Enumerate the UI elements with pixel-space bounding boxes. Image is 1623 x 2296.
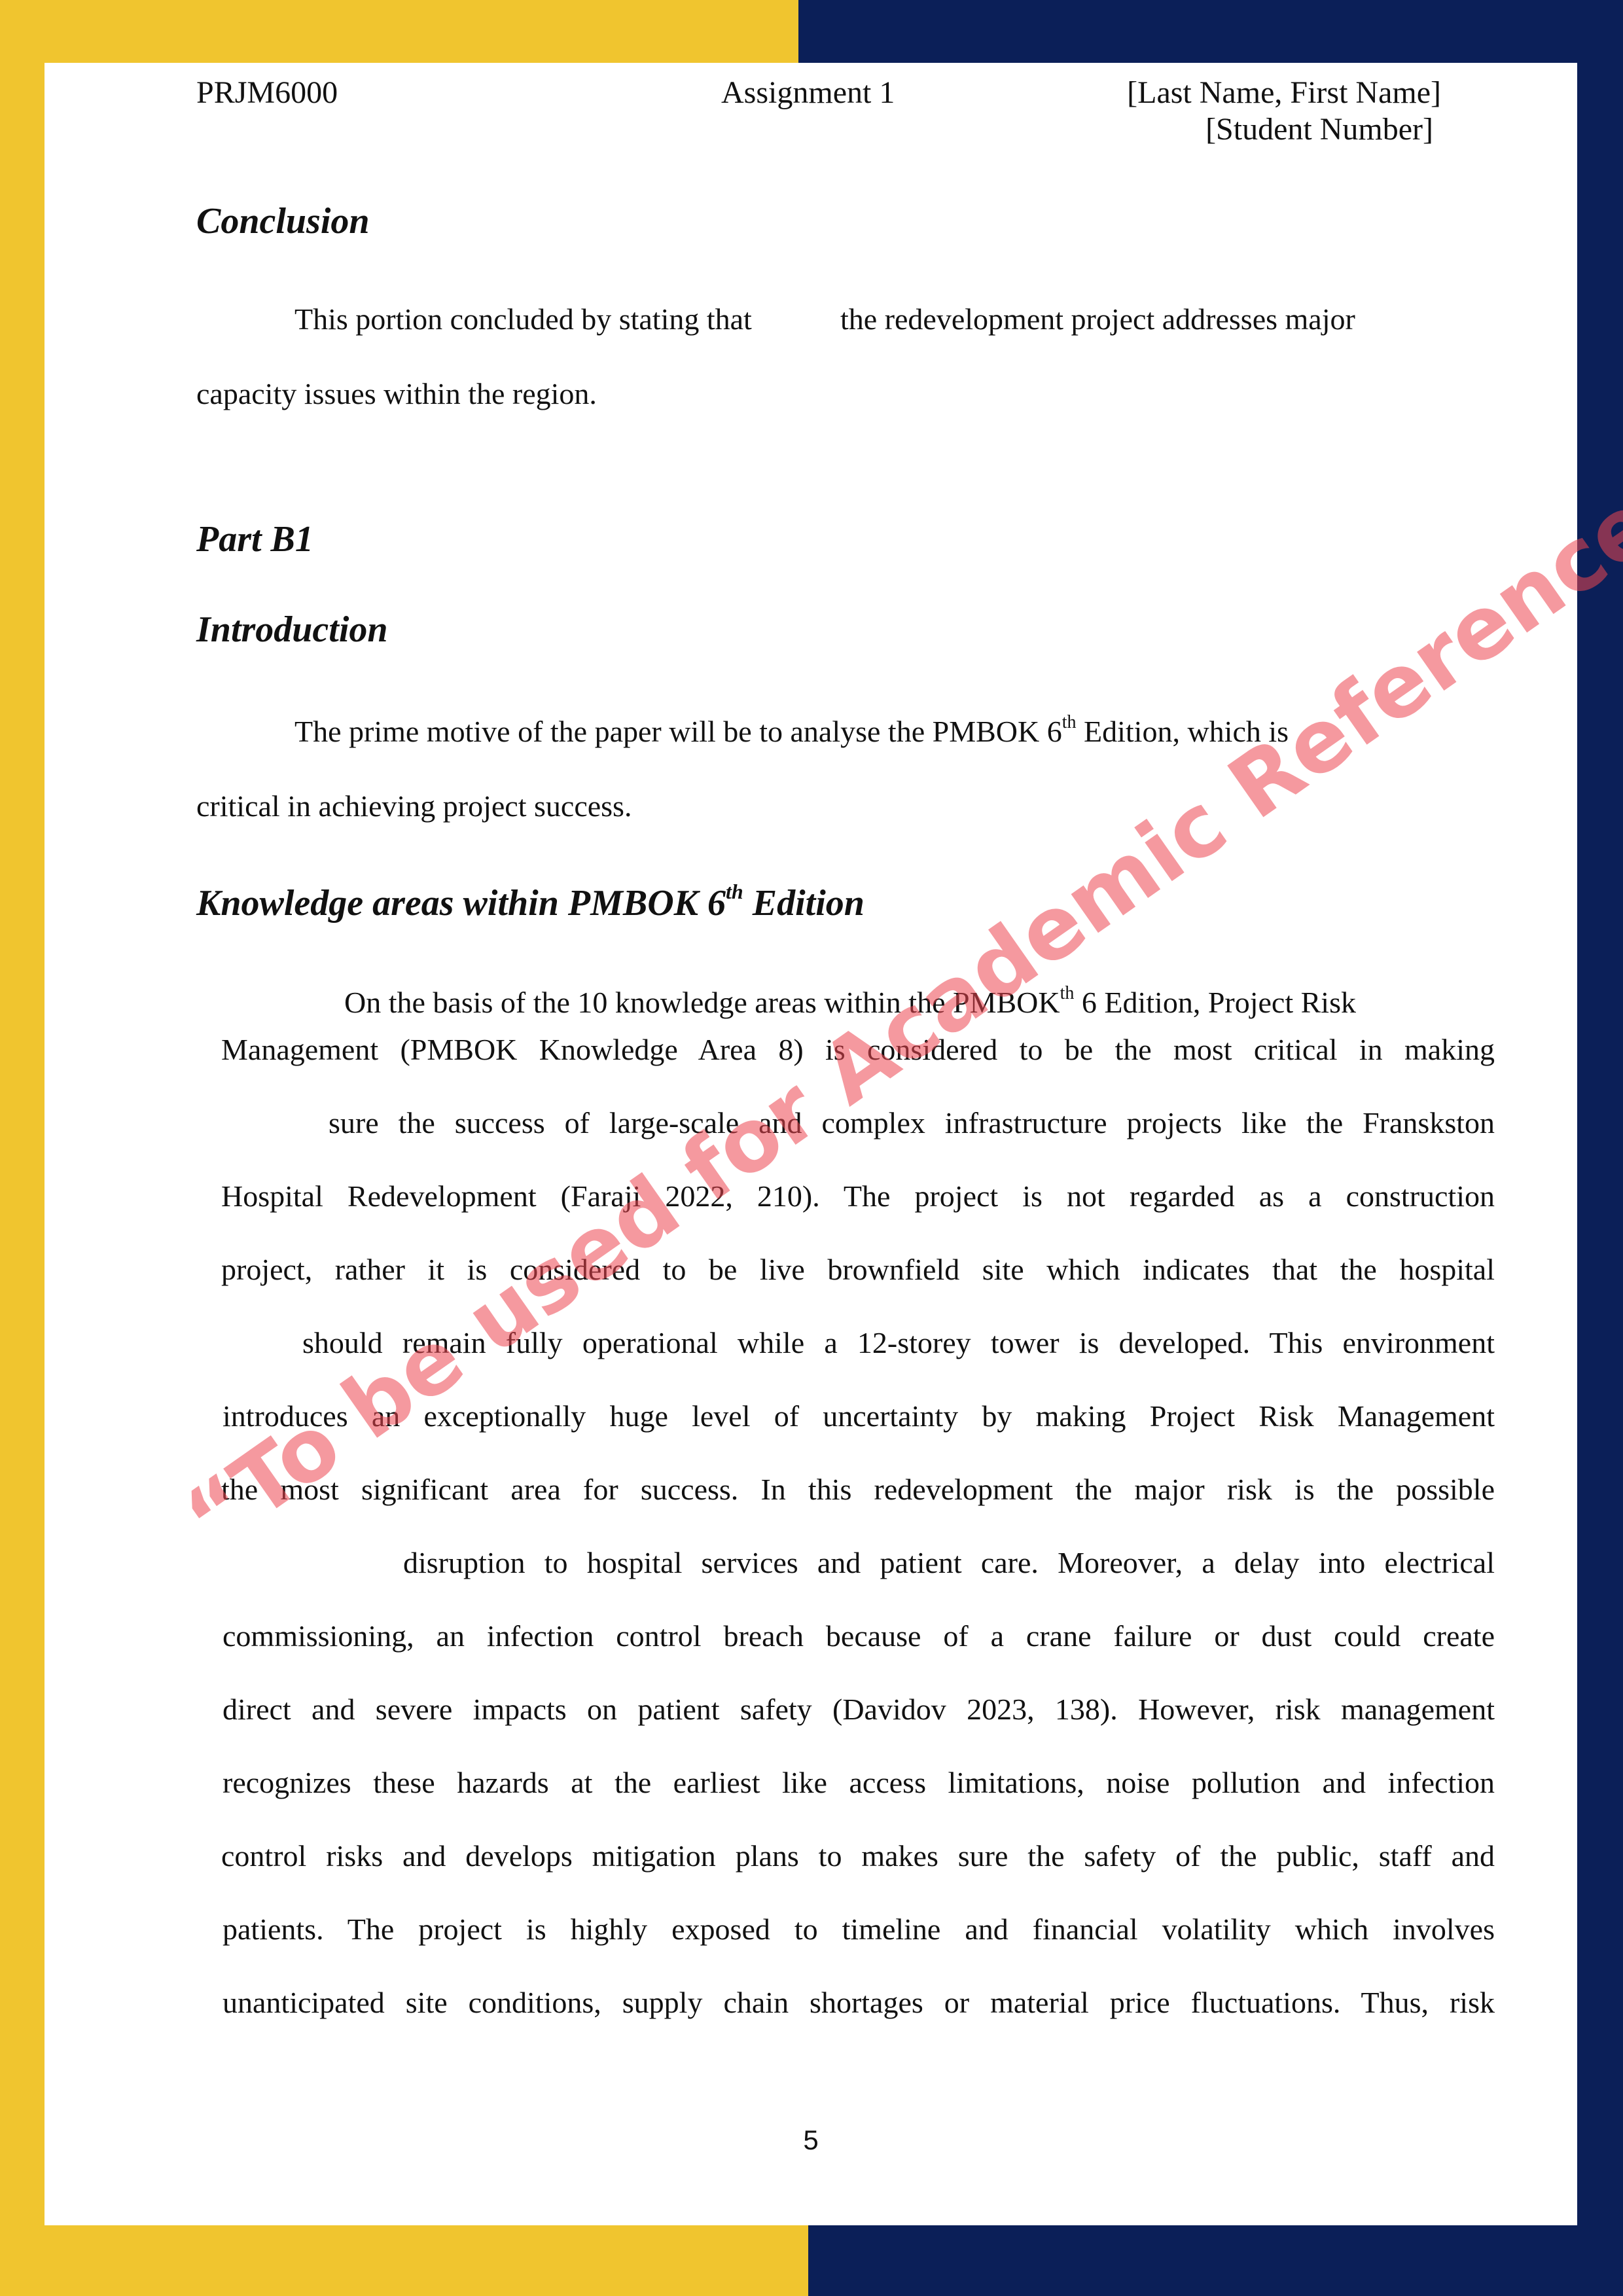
knowledge-areas-heading: [196, 882, 865, 924]
conclusion-line2: capacity issues within the region.: [196, 377, 597, 410]
introduction-line1-text: The prime motive of the paper will be to analyse the PMBOK 6: [294, 715, 1062, 748]
knowledge-line: unanticipated site conditions, supply chain shortages or material price fluctuations. Thus, risk: [223, 1986, 1495, 2019]
knowledge-line: should remain fully operational while a 12-storey tower is developed. This environment: [302, 1326, 1495, 1359]
conclusion-heading: Conclusion: [196, 201, 370, 242]
knowledge-line: recognizes these hazards at the earliest like access limitations, noise pollution and infection: [223, 1766, 1495, 1799]
header-assignment: Assignment 1: [721, 75, 895, 110]
knowledge-line: Hospital Redevelopment (Faraji 2022, 210). The project is not regarded as a construction: [221, 1179, 1495, 1213]
knowledge-line: control risks and develops mitigation plans to makes sure the safety of the public, staff and: [221, 1839, 1495, 1873]
knowledge-areas-heading-rest: Edition: [752, 883, 865, 924]
superscript-th: th: [1061, 712, 1077, 732]
knowledge-line: sure the success of large-scale and complex infrastructure projects like the Franskston: [329, 1106, 1495, 1139]
superscript-th: th: [726, 880, 743, 903]
conclusion-line1-part2: the redevelopment project addresses major: [840, 302, 1355, 336]
conclusion-line1-part1: This portion concluded by stating that: [294, 302, 752, 336]
knowledge-line: introduces an exceptionally huge level of uncertainty by making Project Risk Management: [223, 1399, 1495, 1433]
header-student-number: [Student Number]: [1205, 112, 1433, 147]
header-name: [Last Name, First Name]: [1127, 75, 1441, 110]
superscript-th: th: [1060, 983, 1075, 1003]
introduction-heading: Introduction: [196, 609, 388, 650]
watermark-text: “To be used for Academic: [166, 773, 1245, 1571]
knowledge-line: commissioning, an infection control breach because of a crane failure or dust could create: [223, 1619, 1495, 1653]
introduction-line2: critical in achieving project success.: [196, 789, 632, 823]
part-b1-heading: Part B1: [196, 519, 313, 560]
introduction-line1: [294, 713, 1289, 750]
knowledge-line1-rest: 6 Edition, Project Risk: [1081, 986, 1356, 1019]
knowledge-line: direct and severe impacts on patient safety (Davidov 2023, 138). However, risk management: [223, 1693, 1495, 1726]
knowledge-line: disruption to hospital services and patient care. Moreover, a delay into electrical: [403, 1546, 1495, 1579]
knowledge-areas-heading-text: Knowledge areas within PMBOK 6: [196, 883, 726, 924]
header-course-code: PRJM6000: [196, 75, 338, 110]
page-number: 5: [803, 2125, 819, 2155]
knowledge-line1-text: On the basis of the 10 knowledge areas within the PMBOK: [344, 986, 1060, 1019]
introduction-line1-rest: Edition, which is: [1084, 715, 1289, 748]
knowledge-line: the most significant area for success. In this redevelopment the major risk is the possible: [221, 1473, 1495, 1506]
knowledge-line: project, rather it is considered to be live brownfield site which indicates that the hospital: [221, 1253, 1495, 1286]
header-student-info: [1127, 75, 1441, 148]
knowledge-line: Management (PMBOK Knowledge Area 8) is considered to be the most critical in making: [221, 1033, 1495, 1066]
knowledge-line: patients. The project is highly exposed to timeline and financial volatility which involves: [223, 1912, 1495, 1946]
